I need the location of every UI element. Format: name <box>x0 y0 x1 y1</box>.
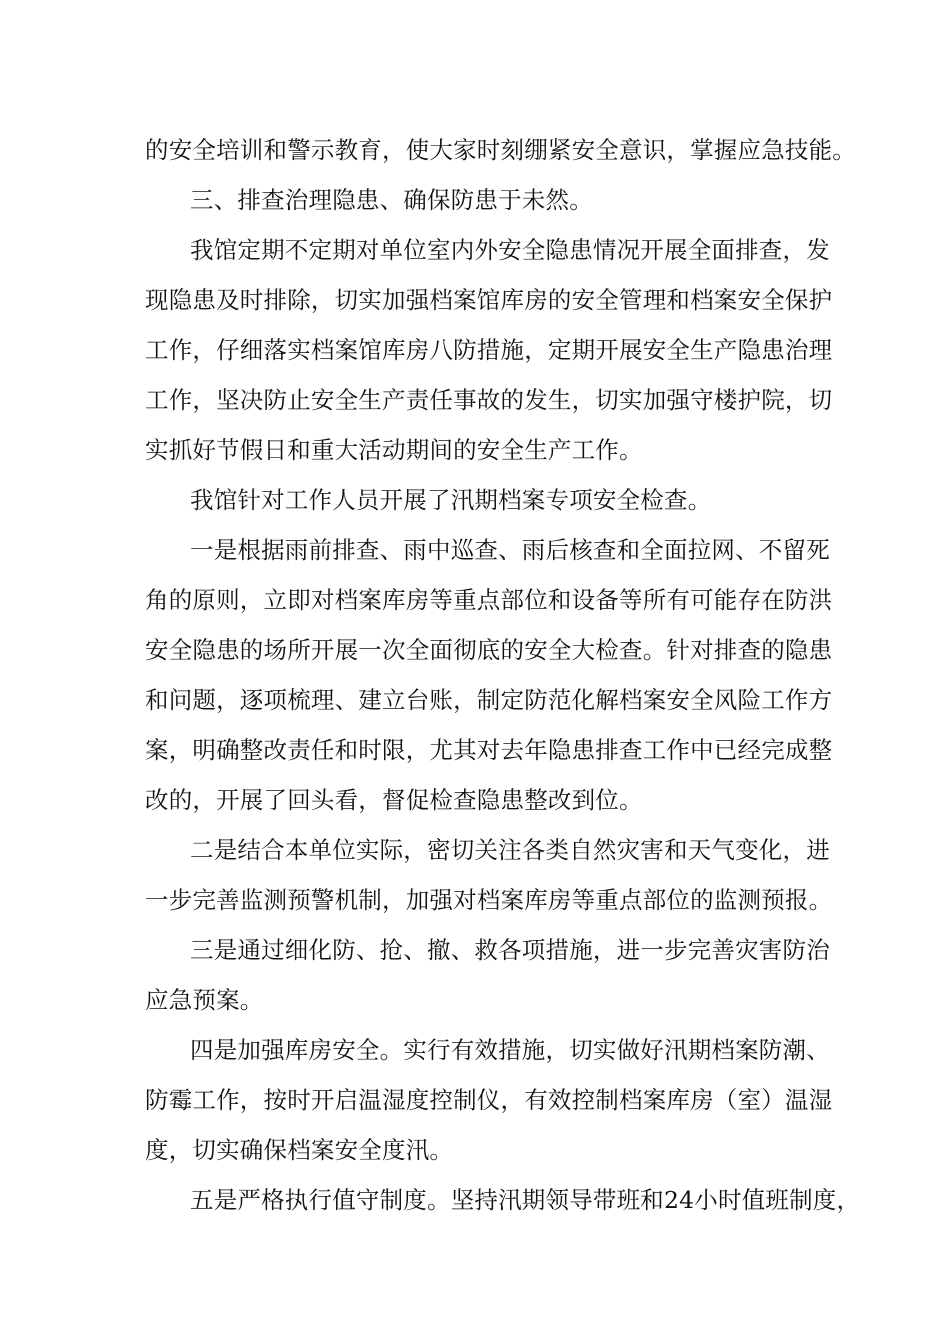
text-line: 现隐患及时排除，切实加强档案馆库房的安全管理和档案安全保护 <box>145 286 833 314</box>
text-line: 我馆针对工作人员开展了汛期档案专项安全检查。 <box>190 486 712 514</box>
text-line: 一步完善监测预警机制，加强对档案库房等重点部位的监测预报。 <box>145 886 833 914</box>
text-line: 和问题，逐项梳理、建立台账，制定防范化解档案安全风险工作方 <box>145 686 833 714</box>
text-line: 的安全培训和警示教育，使大家时刻绷紧安全意识，掌握应急技能。 <box>145 136 856 164</box>
text-line: 应急预案。 <box>145 986 264 1014</box>
text-line: 案，明确整改责任和时限，尤其对去年隐患排查工作中已经完成整 <box>145 736 833 764</box>
text-line: 我馆定期不定期对单位室内外安全隐患情况开展全面排查，发 <box>190 236 830 264</box>
text-line: 二是结合本单位实际，密切关注各类自然灾害和天气变化，进 <box>190 836 830 864</box>
text-line: 三是通过细化防、抢、撤、救各项措施，进一步完善灾害防治 <box>190 936 830 964</box>
text-line: 防霉工作，按时开启温湿度控制仪，有效控制档案库房（室）温湿 <box>145 1086 833 1114</box>
text-line: 度，切实确保档案安全度汛。 <box>145 1136 454 1164</box>
text-line: 安全隐患的场所开展一次全面彻底的安全大检查。针对排查的隐患 <box>145 636 833 664</box>
text-line: 工作，仔细落实档案馆库房八防措施，定期开展安全生产隐患治理 <box>145 336 833 364</box>
text-line: 改的，开展了回头看，督促检查隐患整改到位。 <box>145 786 643 814</box>
text-line: 四是加强库房安全。实行有效措施，切实做好汛期档案防潮、 <box>190 1036 830 1064</box>
text-line: 一是根据雨前排查、雨中巡查、雨后核查和全面拉网、不留死 <box>190 536 830 564</box>
text-line: 工作，坚决防止安全生产责任事故的发生，切实加强守楼护院，切 <box>145 386 833 414</box>
text-line: 五是严格执行值守制度。坚持汛期领导带班和24小时值班制度， <box>190 1186 861 1214</box>
text-line: 角的原则，立即对档案库房等重点部位和设备等所有可能存在防洪 <box>145 586 833 614</box>
section-heading: 三、排查治理隐患、确保防患于未然。 <box>190 186 593 214</box>
text-line: 实抓好节假日和重大活动期间的安全生产工作。 <box>145 436 643 464</box>
